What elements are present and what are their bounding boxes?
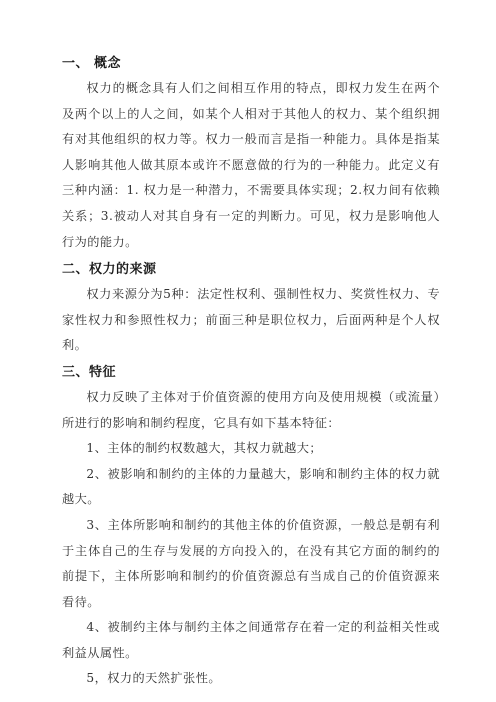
section-heading-concept: 一、 概念: [62, 56, 122, 71]
paragraph-features-intro: 权力反映了主体对于价值资源的使用方向及使用规模（或流量）所进行的影响和制约程度，它具有如下基本特征：: [62, 389, 440, 430]
paragraph-source: 权力来源分为5种：法定性权利、强制性权力、奖赏性权力、专家性权力和参照性权力；前面三种是职位权力，后面两种是个人权利。: [62, 287, 440, 353]
section-heading-source: 二、权力的来源: [62, 262, 157, 278]
feature-item-1: 1、主体的制约权数越大，其权力就越大；: [86, 441, 323, 456]
feature-item-4: 4、被制约主体与制约主体之间通常存在着一定的利益相关性或利益从属性。: [62, 620, 440, 660]
feature-item-3: 3、主体所影响和制约的其他主体的价值资源，一般总是朝有利于主体自己的生存与发展的方向投入的，在没有其它方面的制约的前提下，主体所影响和制约的价值资源总有当成自己的价值资源来看待。: [62, 517, 440, 609]
document-page: [62, 50, 440, 692]
paragraph-concept: 权力的概念具有人们之间相互作用的特点，即权力发生在两个及两个以上的人之间，如某个人相对于其他人的权力、某个组织拥有对其他组织的权力等。权力一般而言是指一种能力。具体是指某人影响其他人做其原本或许不愿意做的行为的一种能力。此定义有三种内涵：1. 权力是一种潜力，不需要具体实现；2.权力间有依赖关系；3.被动人对其自身有一定的判断力。可见，权力是影响他人行为的能力。: [62, 81, 440, 249]
feature-item-2: 2、被影响和制约的主体的力量越大，影响和制约主体的权力就越大。: [62, 466, 440, 507]
section-heading-features: 三、特征: [62, 364, 117, 380]
feature-item-5: 5，权力的天然扩张性。: [86, 671, 221, 686]
